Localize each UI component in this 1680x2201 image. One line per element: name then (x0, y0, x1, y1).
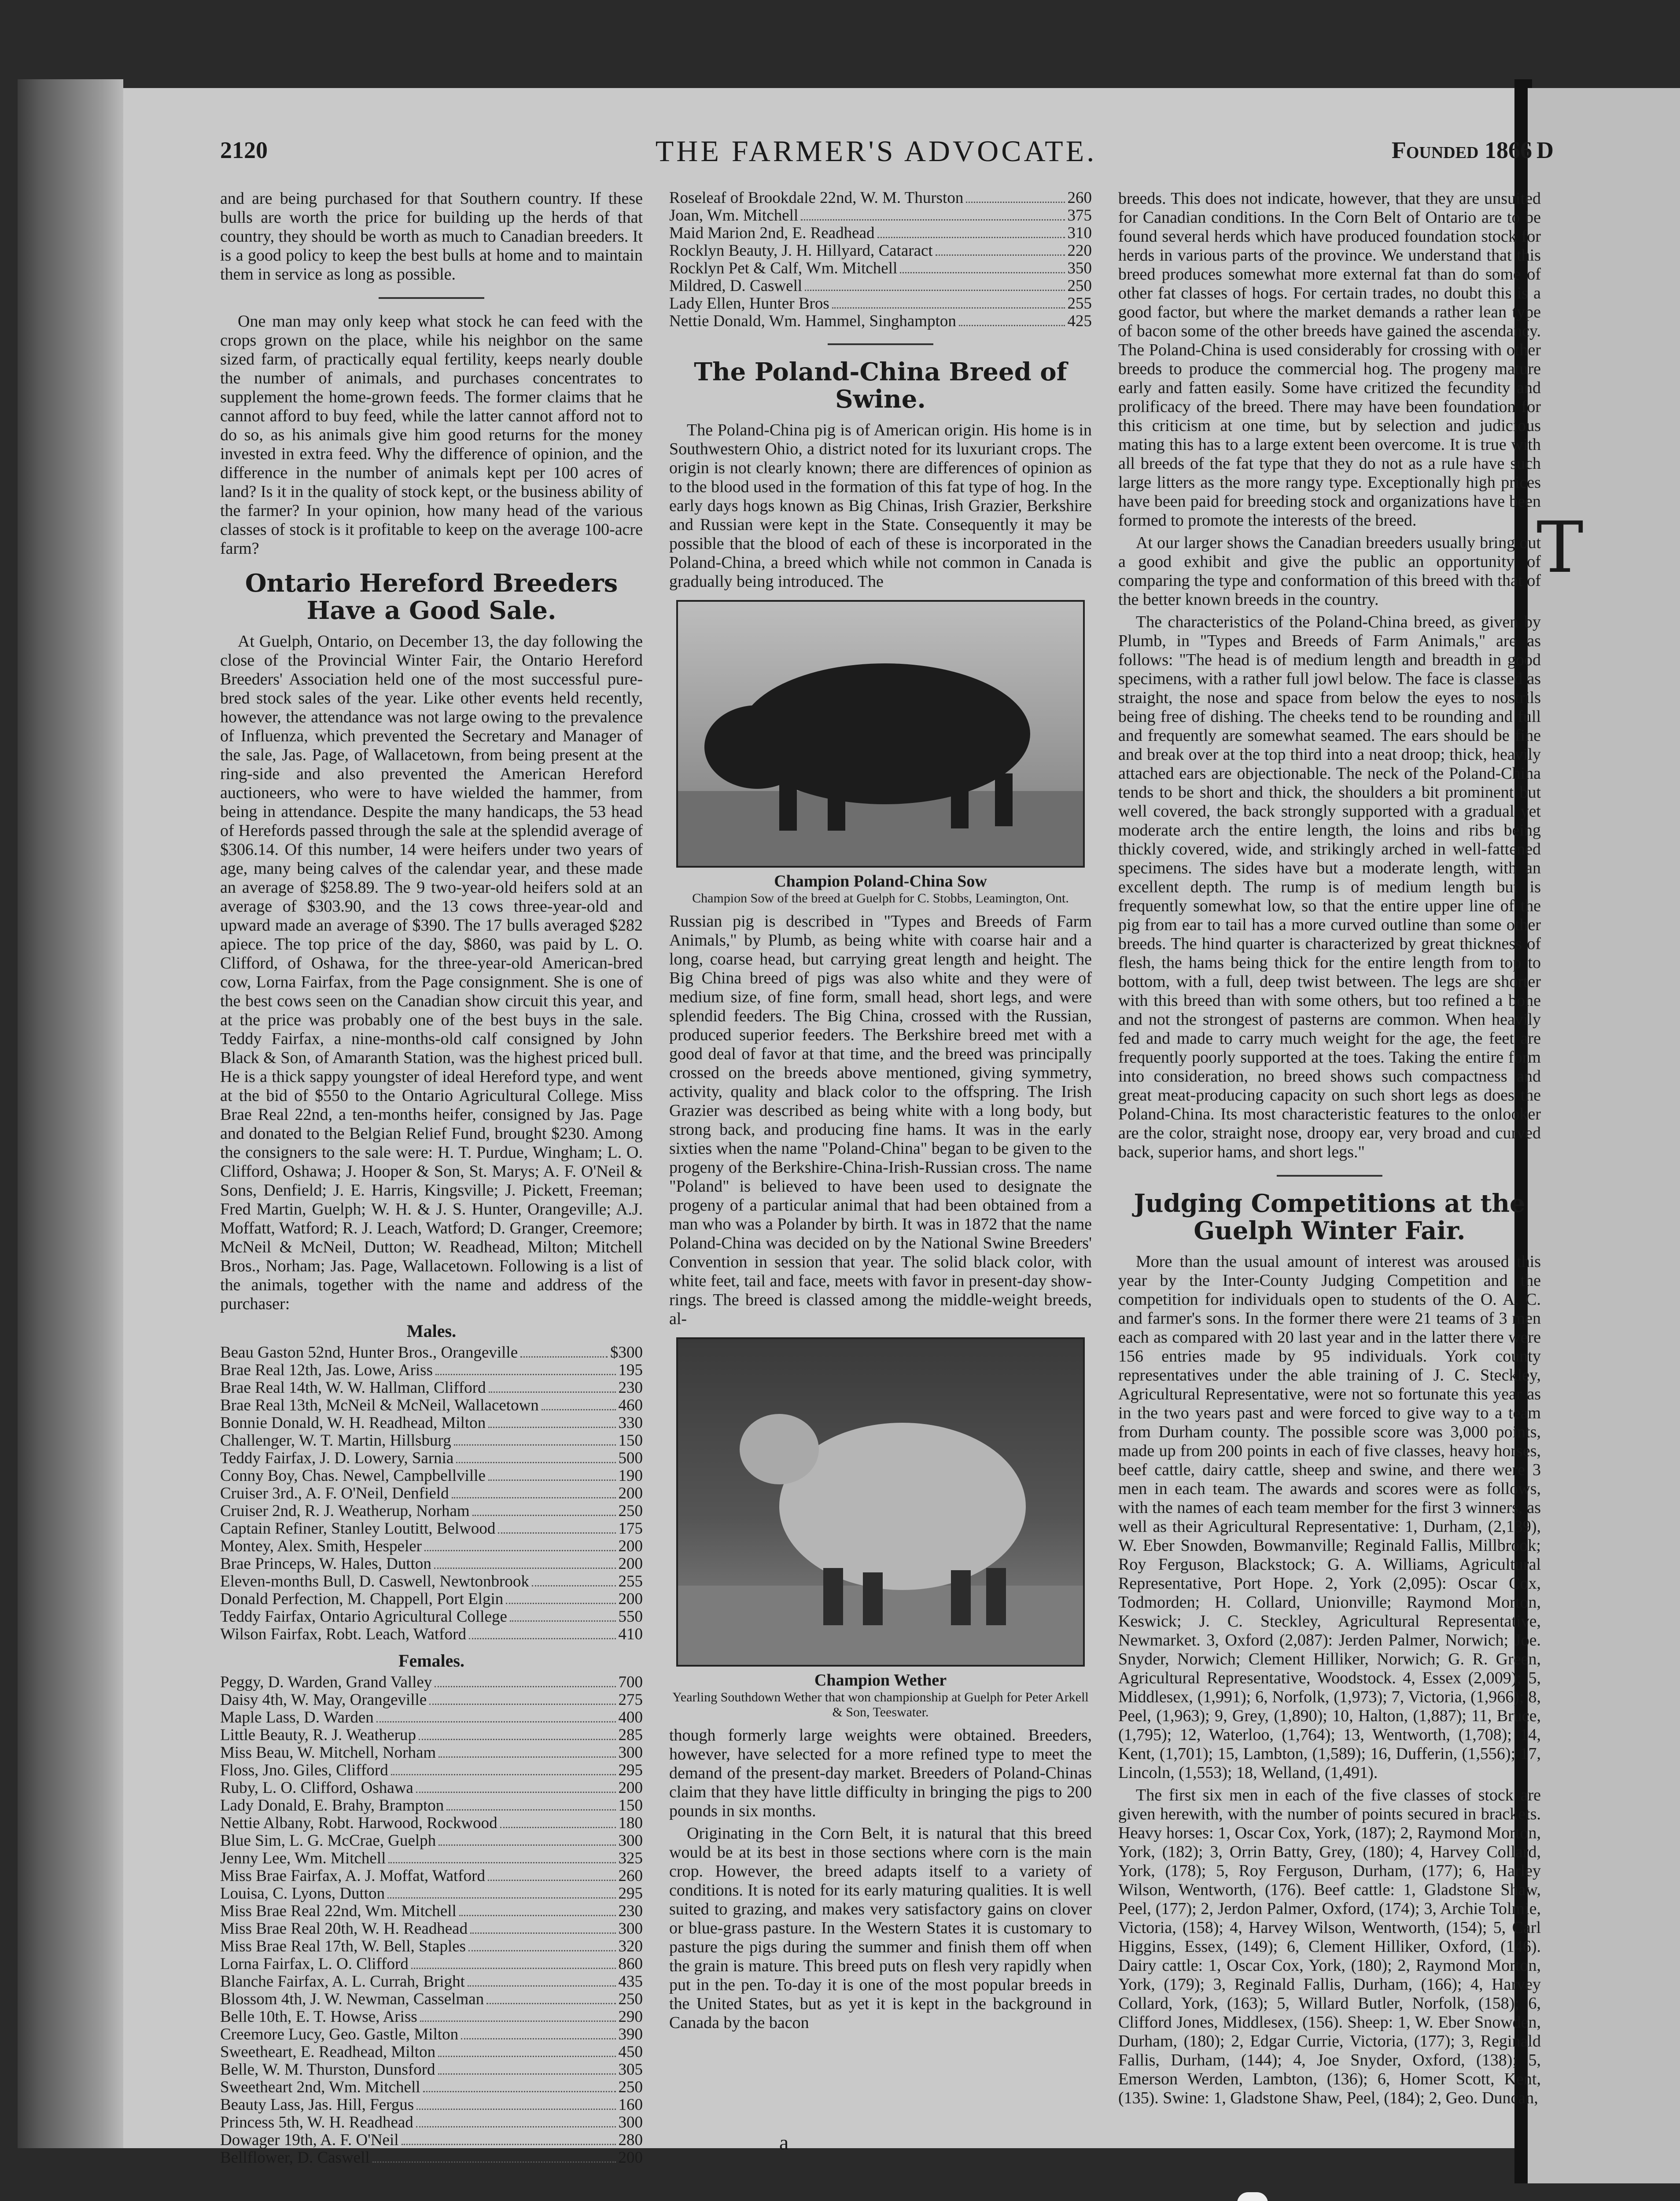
sale-entry (220, 1379, 643, 1397)
dot-leader (456, 1462, 615, 1463)
sale-entry-name: Belle, W. M. Thurston, Dunsford (220, 2061, 435, 2079)
dot-leader (832, 307, 1065, 309)
sale-entry-name: Beauty Lass, Jas. Hill, Fergus (220, 2096, 414, 2114)
males-heading: Males. (406, 1321, 457, 1341)
dot-leader (423, 2091, 616, 2092)
intro-paragraph: and are being purchased for that Southern country. If these bulls are worth the price for building up the herds of that country, they should be worth as much to Canadian breeders. It is a good policy to keep the best bulls at home and to maintain them in service as long as possible. (220, 189, 643, 283)
dot-leader (488, 1880, 616, 1881)
sale-entry (220, 1414, 643, 1432)
dot-leader (402, 2144, 616, 2145)
dot-leader (966, 202, 1065, 203)
sale-entry-name: Lorna Fairfax, L. O. Clifford (220, 1955, 409, 1973)
dot-leader (459, 1915, 616, 1916)
hereford-article-body: At Guelph, Ontario, on December 13, the day following the close of the Provincial Winter Fair, the Ontario Hereford Breeders' Association held one of the most successful pure-bred stock sales of the year. Like other events held recently, however, the attendance was not large owing to the prevalence of Influenza, which prevented the Secretary and Manager of the sale, Jas. Page, of Wallacetown, from being present at the ring-side and also prevented the American Hereford auctioneers, who were to have wielded the hammer, from being in attendance. Despite the many handicaps, the 53 head of Herefords passed through the sale at the splendid average of $306.14. Of this number, 14 were heifers under two years of age, many being calves of the calendar year, and these made an average of $258.89. The 9 two-year-old heifers sold at an average of $303.90, and the 13 cows three-year-old and upward made an average of $390. The 17 bulls averaged $282 apiece. The top price of the day, $860, was paid by L. O. Clifford, of Oshawa, for the three-year-old American-bred cow, Lorna Fairfax, from the Page consignment. She is one of the best cows seen on the Canadian show circuit this year, and at the price was probably one of the best buys in the sale. Teddy Fairfax, a nine-months-old calf consigned by John Black & Son, of Amaranth Station, was the highest priced bull. He is a thick sappy youngster of ideal Hereford type, and went at the bid of $550 to the Ontario Agricultural College. Miss Brae Real 22nd, a ten-months heifer, consigned by Jas. Page and donated to the Belgian Relief Fund, brought $230. Among the consigners to the sale were: H. T. Purdue, Wingham; L. O. Clifford, Oshawa; J. Hooper & Son, St. Marys; A. F. O'Neil & Sons, Denfield; J. E. Harris, Kingsville; J. Pickett, Freeman; Fred Martin, Guelph; W. H. & J. S. Hunter, Orangeville; A.J. Moffatt, Watford; R. J. Leach, Watford; D. Granger, Creemore; McNeil & McNeil, Dutton; W. Readhead, Milton; Mitchell Bros., Norham; Jas. Page, Wallacetown. Following is a list of the animals, together with the name and address of the purchaser: (220, 632, 643, 1313)
sow-caption-subtitle: Champion Sow of the breed at Guelph for C. Stobbs, Leamington, Ont. (692, 891, 1069, 905)
dot-leader (391, 1774, 616, 1775)
sale-entry (220, 1674, 643, 1691)
dot-leader (472, 1515, 616, 1516)
sale-entry-price: 255 (618, 1572, 643, 1590)
dot-leader (372, 2161, 616, 2163)
dot-leader (420, 2021, 616, 2022)
champion-wether-photo (676, 1337, 1085, 1667)
sale-entry-name: Lady Donald, E. Brahy, Brampton (220, 1797, 444, 1815)
dot-leader (446, 1809, 615, 1811)
sale-entry-price: 230 (618, 1902, 643, 1920)
poland-china-paragraph: breeds. This does not indicate, however, that they are unsuited for Canadian conditions. In the Corn Belt of Ontario are to be found several herds which have produced foundation stock for herds in various parts of the province. We understand that this breed produces somewhat more external fat than do some of other fat classes of hogs. For certain trades, no doubt this is a good factor, but where the market demands a rather lean type of bacon some of the other breeds have gained the ascendancy. The Poland-China is used considerably for crossing with other breeds to produce the commercial hog. The progeny mature early and fatten easily. Some have critized the fecundity and prolificacy of the breed. There may have been foundation for this criticism at one time, but by selection and judicious mating this has to a large extent been overcome. It is true with all breeds of the fat type that they do not as a rule have such large litters as the more rangy type. Exceptionally high prices have been paid for breeding stock and organizations have been formed to promote the interests of the breed. (1118, 189, 1541, 530)
facing-page-fragment (1528, 88, 1680, 2183)
sale-entry-name: Daisy 4th, W. May, Orangeville (220, 1691, 427, 1709)
dot-leader (388, 1862, 615, 1863)
poland-china-paragraph: At our larger shows the Canadian breeders usually bring out a good exhibit and give the public an opportunity of comparing the type and conformation of this breed with that of the better known breeds in the country. (1118, 534, 1541, 609)
sale-entry (220, 1450, 643, 1467)
sale-entry (220, 2026, 643, 2043)
dot-leader (542, 1409, 616, 1410)
sale-entry-name: Miss Brae Real 22nd, Wm. Mitchell (220, 1903, 457, 1920)
sale-entry (220, 1797, 643, 1815)
dot-leader (461, 2038, 615, 2039)
sale-entry-name: Blanche Fairfax, A. L. Currah, Bright (220, 1973, 465, 1991)
sale-entry-name: Teddy Fairfax, Ontario Agricultural College (220, 1608, 507, 1626)
sale-entry-name: Louisa, C. Lyons, Dutton (220, 1885, 385, 1903)
dot-leader (416, 2126, 616, 2127)
sale-entry-name: Beau Gaston 52nd, Hunter Bros., Orangeville (220, 1344, 518, 1362)
dot-leader (454, 1444, 616, 1446)
sale-entry (220, 1691, 643, 1709)
sale-entry (669, 225, 1092, 242)
sale-entry-price: 290 (618, 2008, 643, 2026)
females-sale-list-continued (669, 189, 1092, 330)
sale-entry (220, 1344, 643, 1362)
sale-entry-price: 195 (618, 1361, 643, 1379)
dot-leader (429, 1704, 615, 1705)
dot-leader (959, 325, 1065, 326)
sale-entry-price: 275 (618, 1691, 643, 1709)
book-page-edges (18, 79, 123, 2148)
sale-entry-name: Peggy, D. Warden, Grand Valley (220, 1674, 432, 1691)
sale-entry-price: 400 (618, 1708, 643, 1726)
sale-entry (220, 1538, 643, 1555)
sale-entry-name: Teddy Fairfax, J. D. Lowery, Sarnia (220, 1450, 454, 1467)
sale-entry (669, 277, 1092, 295)
sale-entry-price: 200 (618, 1537, 643, 1555)
sale-entry-name: Blossom 4th, J. W. Newman, Casselman (220, 1991, 484, 2008)
hereford-article-title: Ontario Hereford Breeders Have a Good Sale. (245, 569, 618, 625)
sale-entry-name: Maid Marion 2nd, E. Readhead (669, 225, 875, 242)
pig-illustration (678, 602, 1083, 866)
dot-leader (520, 1356, 608, 1358)
sale-entry-price: 425 (1067, 312, 1092, 330)
dot-leader (438, 1756, 615, 1758)
sale-entry-name: Brae Real 14th, W. W. Hallman, Clifford (220, 1379, 486, 1397)
dot-leader (936, 254, 1065, 256)
sale-entry-name: Eleven-months Bull, D. Caswell, Newtonbrook (220, 1573, 529, 1590)
sale-entry-price: 180 (618, 1814, 643, 1832)
sale-entry-price: 250 (1067, 277, 1092, 295)
dot-leader (376, 1721, 616, 1723)
sale-entry-name: Ruby, L. O. Clifford, Oshawa (220, 1779, 413, 1797)
judging-paragraph: The first six men in each of the five classes of stock are given herewith, with the number of points secured in brackets. Heavy horses: 1, Oscar Cox, York, (187); 2, Raymond Morton, York, (182); 3, Orrin Batty, Grey, (180); 4, Harvey Collard, York, (178); 5, Roy Ferguson, Durham, (177); 6, Harley Wilson, Wentworth, (176). Beef cattle: 1, Gladstone Shaw, Peel, (177); 2, Jerdon Palmer, Oxford, (174); 3, Archie Tolmie, Victoria, (158); 4, Harvey Wilson, Wentworth, (154); 5, Carl Higgins, Essex, (149); 6, Clement Hilliker, Oxford, (146). Dairy cattle: 1, Oscar Cox, York, (180); 2, Raymond Morton, York, (179); 3, Reginald Fallis, Durham, (166); 4, Harvey Collard, York, (163); 5, Willard Butler, Norfolk, (158); 6, Clifford Jones, Middlesex, (156). Sheep: 1, W. Eber Snowden, Durham, (180); 2, Edgar Currie, Victoria, (177); 3, Reginald Fallis, Durham, (144); 4, Joe Snyder, Oxford, (138); 5, Emerson Werden, Lambton, (136); 6, Homer Scott, Kent, (135). Swine: 1, Gladstone Shaw, Peel, (184); 2, Geo. Duncan, (1118, 1786, 1541, 2107)
sale-entry-price: 150 (618, 1796, 643, 1815)
sale-entry-price: 305 (618, 2061, 643, 2079)
poland-china-paragraph: though formerly large weights were obtained. Breeders, however, have selected for a more refined type to meet the demand of the present-day market. Breeders of Poland-Chinas claim that they have little difficulty in bringing the pigs to 200 pounds in six months. (669, 1726, 1092, 1820)
dot-leader (510, 1620, 616, 1622)
dot-leader (488, 1480, 616, 1481)
females-sale-list (220, 1674, 643, 2167)
sale-entry (669, 242, 1092, 260)
sheep-illustration (678, 1339, 1083, 1665)
sale-entry-price: 200 (618, 2149, 643, 2167)
sale-entry-price: 260 (1067, 189, 1092, 207)
sale-entry-price: 150 (618, 1432, 643, 1450)
sale-entry (669, 295, 1092, 313)
sale-entry-price: 160 (618, 2096, 643, 2114)
dot-leader (486, 2003, 615, 2004)
sale-entry (220, 1608, 643, 1626)
sale-entry-name: Lady Ellen, Hunter Bros (669, 295, 829, 313)
sale-entry (220, 2061, 643, 2079)
dot-leader (488, 1427, 615, 1428)
sale-entry-name: Mildred, D. Caswell (669, 277, 803, 295)
dot-leader (435, 1374, 616, 1375)
sale-entry-price: 200 (618, 1590, 643, 1608)
dot-leader (470, 1932, 615, 1934)
dot-leader (452, 1497, 616, 1498)
sale-entry-name: Creemore Lucy, Geo. Gastle, Milton (220, 2026, 459, 2043)
signature-mark: a (779, 2131, 789, 2154)
judging-article-title: Judging Competitions at the Guelph Winter Fair. (1134, 1189, 1525, 1245)
dot-leader (387, 1897, 615, 1899)
sale-entry (220, 2131, 643, 2149)
sale-entry-name: Maple Lass, D. Warden (220, 1709, 374, 1726)
facing-page-letter: D (1536, 137, 1554, 163)
sale-entry-price: 200 (618, 1484, 643, 1502)
dot-leader (801, 219, 1065, 221)
sale-entry (220, 1502, 643, 1520)
sale-entry (220, 1520, 643, 1538)
sale-entry (220, 1920, 643, 1938)
females-heading: Females. (398, 1651, 464, 1671)
dot-leader (438, 2056, 615, 2057)
sale-entry (669, 207, 1092, 225)
sale-entry-name: Miss Brae Fairfax, A. J. Moffat, Watford (220, 1867, 485, 1885)
sale-entry-name: Little Beauty, R. J. Weatherup (220, 1726, 416, 1744)
males-sale-list (220, 1344, 643, 1643)
dot-leader (416, 2109, 615, 2110)
sale-entry (220, 1485, 643, 1502)
sale-entry-name: Bellflower, D. Caswell (220, 2149, 370, 2167)
question-paragraph: One man may only keep what stock he can feed with the crops grown on the place, while his neighbor on the same sized farm, of practically equal fertility, keeps nearly double the number of animals, and purchases concentrates to supplement the home-grown feeds. The former claims that he cannot afford to buy feed, while the latter cannot afford not to do so, as his animals give him good returns for the money invested in extra feed. Why the difference of opinion, and the difference in the number of animals kept per 100 acres of land? Is it in the quality of stock kept, or the business ability of the farmer? In your opinion, how many head of the various classes of stock is it profitable to keep on the average 100-acre farm? (220, 312, 643, 558)
facing-page-dropcap: T (1536, 506, 1584, 589)
column-2 (669, 189, 1092, 2036)
sale-entry-name: Brae Princeps, W. Hales, Dutton (220, 1555, 431, 1573)
sale-entry-price: 300 (618, 2113, 643, 2131)
sale-entry (220, 1867, 643, 1885)
masthead-title: THE FARMER'S ADVOCATE. (655, 134, 1097, 168)
sale-entry (220, 1973, 643, 1991)
page-header (220, 136, 1532, 176)
sale-entry-price: 285 (618, 1726, 643, 1744)
sale-entry-price: 250 (618, 1502, 643, 1520)
sale-entry-price: 175 (618, 1520, 643, 1538)
dot-leader (498, 1532, 615, 1534)
sale-entry-name: Cruiser 2nd, R. J. Weatherup, Norham (220, 1502, 470, 1520)
sale-entry-price: $300 (610, 1343, 643, 1362)
dot-leader (435, 1686, 615, 1687)
sale-entry-price: 300 (618, 1920, 643, 1938)
sale-entry-name: Challenger, W. T. Martin, Hillsburg (220, 1432, 451, 1450)
sale-entry-name: Sweetheart, E. Readhead, Milton (220, 2043, 436, 2061)
sale-entry-name: Joan, Wm. Mitchell (669, 207, 799, 225)
sale-entry (669, 189, 1092, 207)
sale-entry (220, 1885, 643, 1903)
sale-entry (220, 1903, 643, 1920)
divider (379, 297, 484, 299)
sale-entry-price: 500 (618, 1449, 643, 1467)
sale-entry (220, 1573, 643, 1590)
sale-entry-price: 390 (618, 2025, 643, 2043)
poland-china-paragraph: Russian pig is described in "Types and Breeds of Farm Animals," by Plumb, as being white with coarse hair and a long, coarse head, but carrying great length and height. The Big China breed of pigs was also white and they were of medium size, of fine form, small head, short legs, and were splendid feeders. The Big China, crossed with the Russian, produced superior feeders. The Berkshire breed met with a good deal of favor at that time, and the breed was principally crossed on the breeds above mentioned, giving symmetry, activity, quality and black color to the offspring. The Irish Grazier was described as being white with a long body, but strong back, and producing fine hams. It was in the early sixties when the name "Poland-China" began to be given to the progeny of the Berkshire-China-Irish-Russian cross. The name "Poland" is believed to have been used to designate the progeny of a particular animal that had been obtained from a man who was a Polander by birth. It was in 1872 that the name Poland-China was decided on by the National Swine Breeders' Convention in session that year. The solid black color, with white feet, tail and face, meets with favor in present-day show-rings. The breed is classed among the middle-weight breeds, al- (669, 912, 1092, 1328)
sale-entry-name: Brae Real 12th, Jas. Lowe, Ariss (220, 1362, 433, 1379)
divider (828, 343, 933, 345)
sale-entry-price: 435 (618, 1973, 643, 1991)
sale-entry-name: Cruiser 3rd., A. F. O'Neil, Denfield (220, 1485, 449, 1502)
sale-entry-name: Princess 5th, W. H. Readhead (220, 2114, 413, 2131)
sale-entry (220, 1850, 643, 1867)
sale-entry-price: 300 (618, 1832, 643, 1850)
dot-leader (411, 1968, 616, 1969)
poland-china-paragraph: The characteristics of the Poland-China breed, as given by Plumb, in "Types and Breeds of Farm Animals," are as follows: "The head is of medium length and breadth in good specimens, with a rather full jowl below. The face is classed as straight, the nose and space from below the eyes to nostrils being free of dishing. The cheeks tend to be rounding and full and frequently are somewhat seamed. The ears should be fine and break over at the top third into a neat droop; thick, heavily attached ears are objectionable. The neck of the Poland-China tends to be short and thick, the shoulders a bit prominent but well covered, the back strongly supported with a gradual yet moderate arch the entire length, the loins and ribs being thickly covered, wide, and strikingly arched in well-fattened specimens. The sides have but a moderate length, with an excellent depth. The rump is of medium length but is frequently somewhat low, so that the entire upper line of the pig from ear to tail has a more curved outline than some other breeds. The hind quarter is characterized by great thickness of flesh, the hams being thick for the entire length from top to bottom, with a full, deep twist between. The legs are shorter with this breed than with some others, but too refined a bone and not the strongest of pasterns are common. When heavily fed and made to carry much weight for the age, the feet are frequently poorly supported at the toes. Taking the entire form into consideration, no breed shows such compactness and great meat-producing capacity on such short legs as does the Poland-China. Its most characteristic features to the onlooker are the color, straight nose, droopy ear, very broad and curved back, superior hams, and short legs." (1118, 613, 1541, 1161)
sale-entry (220, 1555, 643, 1573)
column-1 (220, 189, 643, 2167)
sale-entry-price: 260 (618, 1867, 643, 1885)
sale-entry (220, 1938, 643, 1955)
dot-leader (424, 1550, 616, 1551)
sale-entry-price: 450 (618, 2043, 643, 2061)
divider (1277, 1175, 1382, 1177)
sale-entry-name: Bonnie Donald, W. H. Readhead, Milton (220, 1414, 486, 1432)
sale-entry (669, 260, 1092, 277)
sale-entry (220, 2096, 643, 2114)
sow-caption-title: Champion Poland-China Sow (774, 872, 987, 891)
sale-entry-name: Miss Beau, W. Mitchell, Norham (220, 1744, 436, 1762)
sale-entry (220, 1955, 643, 1973)
sale-entry-price: 300 (618, 1744, 643, 1762)
sale-entry (220, 1832, 643, 1850)
sale-entry-price: 550 (618, 1608, 643, 1626)
column-3 (1118, 189, 1541, 2111)
dot-leader (416, 1792, 616, 1793)
poland-china-paragraph: Originating in the Corn Belt, it is natural that this breed would be at its best in those sections where corn is the main crop. However, the breed adapts itself to a variety of conditions. It is noted for its early maturing qualities. It is well suited to grazing, and makes very satisfactory gains on clover or blue-grass pasture. In the Western States it is customary to pasture the pigs during the summer and finish them off when the grain is mature. This breed puts on flesh very rapidly when put in the pen. To-day it is one of the most popular breeds in the United States, but as yet it is kept in the background in Canada by the bacon (669, 1824, 1092, 2032)
sale-entry (220, 1779, 643, 1797)
sale-entry-name: Dowager 19th, A. F. O'Neil (220, 2131, 399, 2149)
page-number: 2120 (220, 137, 268, 163)
champion-sow-photo (676, 600, 1085, 868)
sale-entry (220, 1762, 643, 1779)
sale-entry (220, 1397, 643, 1414)
sale-entry-name: Brae Real 13th, McNeil & McNeil, Wallacetown (220, 1397, 539, 1414)
wether-caption-title: Champion Wether (814, 1671, 947, 1689)
dot-leader (438, 1844, 615, 1846)
sale-entry-price: 350 (1067, 259, 1092, 277)
sale-entry-price: 375 (1067, 206, 1092, 225)
sale-entry-name: Floss, Jno. Giles, Clifford (220, 1762, 388, 1779)
dot-leader (877, 237, 1065, 238)
sale-entry (220, 1626, 643, 1643)
dot-leader (532, 1585, 616, 1586)
sale-entry-price: 250 (618, 2078, 643, 2096)
poland-china-paragraph: The Poland-China pig is of American origin. His home is in Southwestern Ohio, a district noted for its luxuriant crops. The origin is not clearly known; there are differences of opinion as to the blood used in the formation of this fat type of hog. In the early days hogs known as Big Chinas, Irish Grazier, Berkshire and Russian were kept in the State. Consequently it may be possible that the blood of each of these is incorporated in the Poland-China, a breed which while not common in Canada is gradually being introduced. The (669, 421, 1092, 591)
dot-leader (468, 1950, 615, 1951)
sale-entry-name: Rocklyn Pet & Calf, Wm. Mitchell (669, 260, 898, 277)
dot-leader (489, 1391, 616, 1393)
sale-entry-name: Miss Brae Real 17th, W. Bell, Staples (220, 1938, 466, 1955)
sale-entry-price: 310 (1067, 224, 1092, 242)
binding-hole (1237, 2192, 1268, 2201)
sale-entry-price: 700 (618, 1673, 643, 1691)
dot-leader (900, 272, 1065, 273)
sale-entry (669, 313, 1092, 330)
sale-entry-name: Sweetheart 2nd, Wm. Mitchell (220, 2079, 420, 2096)
dot-leader (419, 1739, 615, 1740)
sale-entry (220, 1590, 643, 1608)
sale-entry-name: Nettie Albany, Robt. Harwood, Rockwood (220, 1815, 497, 1832)
sale-entry-name: Conny Boy, Chas. Newel, Campbellville (220, 1467, 486, 1485)
sale-entry-name: Belle 10th, E. T. Howse, Ariss (220, 2008, 417, 2026)
sale-entry-price: 220 (1067, 242, 1092, 260)
sale-entry (220, 1815, 643, 1832)
sale-entry-name: Rocklyn Beauty, J. H. Hillyard, Cataract (669, 242, 933, 260)
sale-entry-price: 200 (618, 1779, 643, 1797)
sale-entry-price: 200 (618, 1555, 643, 1573)
sale-entry (220, 1991, 643, 2008)
dot-leader (468, 1985, 616, 1987)
sale-entry-name: Donald Perfection, M. Chappell, Port Elgin (220, 1590, 504, 1608)
sale-entry (220, 2079, 643, 2096)
sale-entry (220, 1362, 643, 1379)
sale-entry (220, 1709, 643, 1726)
dot-leader (500, 1827, 616, 1828)
sale-entry-price: 295 (618, 1884, 643, 1903)
sale-entry-name: Montey, Alex. Smith, Hespeler (220, 1538, 422, 1555)
sale-entry-name: Roseleaf of Brookdale 22nd, W. M. Thurston (669, 189, 964, 207)
sale-entry-name: Nettie Donald, Wm. Hammel, Singhampton (669, 313, 956, 330)
sale-entry-price: 860 (618, 1955, 643, 1973)
poland-china-article-title: The Poland-China Breed of Swine. (694, 357, 1067, 414)
sale-entry-price: 230 (618, 1379, 643, 1397)
sale-entry-price: 410 (618, 1625, 643, 1643)
sale-entry (220, 1467, 643, 1485)
sale-entry (220, 2114, 643, 2131)
sale-entry (220, 2043, 643, 2061)
dot-leader (469, 1638, 616, 1639)
sale-entry-price: 320 (618, 1937, 643, 1955)
sale-entry-price: 280 (618, 2131, 643, 2149)
founded-label: Founded 1866 (1391, 137, 1532, 163)
dot-leader (438, 2073, 616, 2075)
wether-caption-subtitle: Yearling Southdown Wether that won championship at Guelph for Peter Arkell & Son, Teeswater. (672, 1690, 1089, 1719)
sale-entry-name: Miss Brae Real 20th, W. H. Readhead (220, 1920, 468, 1938)
sale-entry (220, 1744, 643, 1762)
sale-entry-name: Jenny Lee, Wm. Mitchell (220, 1850, 386, 1867)
sale-entry-price: 325 (618, 1849, 643, 1867)
sale-entry (220, 1726, 643, 1744)
sale-entry-name: Wilson Fairfax, Robt. Leach, Watford (220, 1626, 466, 1643)
sale-entry-price: 330 (618, 1414, 643, 1432)
sale-entry (220, 2008, 643, 2026)
magazine-page (123, 88, 1541, 2167)
judging-paragraph: More than the usual amount of interest was aroused this year by the Inter-County Judging Competition and the competition for individuals open to students of the O. A. C. and farmer's sons. In the former there were 21 teams of 3 men each as compared with 20 last year and in the latter there were 156 entries made by 95 individuals. York county representatives under the able training of J. C. Steckley, Agricultural Representative, were not so fortunate this year as in the two years past and were forced to give way to a team from Durham county. The possible score was 3,000 points, made up from 200 points in each of five classes, heavy horses, beef cattle, dairy cattle, sheep and swine, and there were 3 men in each team. The awards and scores were as follows, with the names of each team member for the first 3 winners, as well as their Agricultural Representative: 1, Durham, (2,139), W. Eber Snowden, Bowmanville; Reginald Fallis, Millbrook; Roy Ferguson, Blackstock; G. A. Williams, Agricultural Representative, Port Hope. 2, York (2,095): Oscar Cox, Todmorden; H. Collard, Unionville; Raymond Morton, Keswick; J. C. Steckley, Agricultural Representative, Newmarket. 3, Oxford (2,087): Jerden Palmer, Norwich; Joe. Snyder, Norwich; Clement Hilliker, Norwich; G. R. Green, Agricultural Representative, Woodstock. 4, Essex (2,009); 5, Middlesex, (1,991); 6, Norfolk, (1,973); 7, Victoria, (1,966); 8, Peel, (1,963); 9, Grey, (1,890); 10, Halton, (1,887); 11, Bruce, (1,795); 12, Waterloo, (1,764); 13, Wentworth, (1,708); 14, Kent, (1,701); 15, Lambton, (1,589); 16, Dufferin, (1,556); 17, Lincoln, (1,553); 18, Welland, (1,491). (1118, 1252, 1541, 1782)
sale-entry (220, 2149, 643, 2167)
sale-entry-price: 250 (618, 1990, 643, 2008)
sale-entry-name: Blue Sim, L. G. McCrae, Guelph (220, 1832, 436, 1850)
sale-entry-price: 295 (618, 1761, 643, 1779)
sale-entry-name: Captain Refiner, Stanley Loutitt, Belwood (220, 1520, 496, 1538)
sale-entry-price: 460 (618, 1396, 643, 1414)
dot-leader (434, 1568, 616, 1569)
dot-leader (506, 1603, 615, 1604)
dot-leader (805, 290, 1065, 291)
sale-entry-price: 255 (1067, 294, 1092, 313)
sale-entry (220, 1432, 643, 1450)
sale-entry-price: 190 (618, 1467, 643, 1485)
